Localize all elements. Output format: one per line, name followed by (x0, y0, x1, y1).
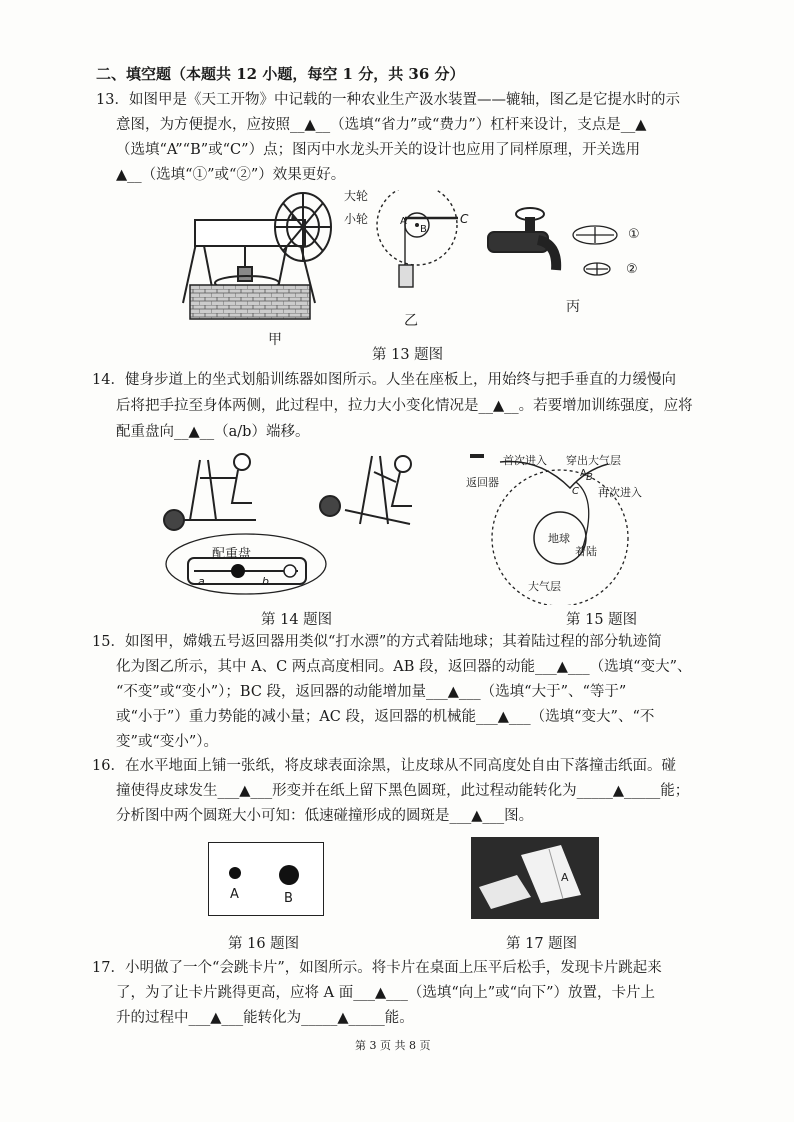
exit-label: 穿出大气层 (566, 454, 621, 467)
q17-line1: 17．小明做了一个“会跳卡片”，如图所示。将卡片在桌面上压平后松手，发现卡片跳起来 (92, 960, 662, 976)
q16-line3: 分析图中两个圆斑大小可知：低速碰撞形成的圆斑是___▲___图。 (116, 808, 534, 824)
earth-label: 地球 (548, 532, 570, 545)
end-b-label: b (262, 575, 269, 588)
q15-line1: 15．如图甲，嫦娥五号返回器用类似“打水漂”的方式着陆地球；其着陆过程的部分轨迹简 (92, 634, 662, 650)
lever-diagram (372, 190, 467, 305)
q13-line3: （选填“A”“B”或“C”）点；图丙中水龙头开关的设计也应用了同样原理，开关选用 (116, 142, 641, 158)
q15-line4: 或“小于”）重力势能的减小量；AC 段，返回器的机械能___▲___（选填“变大”、“不 (116, 709, 655, 725)
q16-line1: 16．在水平地面上铺一张纸，将皮球表面涂黑，让皮球从不同高度处自由下落撞击纸面。碰 (92, 758, 676, 774)
fig-label-bing: 丙 (566, 299, 580, 315)
spot-b-label: B (284, 891, 293, 906)
section-title: 二、填空题（本题共 12 小题，每空 1 分，共 36 分） (96, 65, 465, 83)
card-photo (471, 837, 599, 919)
counterweight-label: 配重盘 (212, 547, 252, 562)
point-b: B (420, 224, 427, 235)
first-entry-label: 首次进入 (503, 454, 547, 467)
option-1: ① (628, 227, 640, 242)
q16-line2: 撞使得皮球发生___▲___形变并在纸上留下黑色圆斑，此过程动能转化为_____▲_____能； (116, 783, 690, 799)
option-2: ② (626, 262, 638, 277)
spot-a (229, 867, 241, 879)
orbit-point-c: C (572, 486, 579, 497)
label-small-wheel: 小轮 (344, 212, 369, 226)
fig14-caption: 第 14 题图 (261, 612, 333, 628)
point-c: C (460, 212, 469, 226)
q17-line2: 了，为了让卡片跳得更高，应将 A 面___▲___（选填“向上”或“向下”）放置，卡片上 (116, 985, 655, 1001)
point-a: A (400, 216, 407, 227)
page-footer: 第 3 页 共 8 页 (355, 1039, 431, 1052)
jumping-card-image (471, 837, 599, 919)
orbit-point-a: A (580, 468, 587, 479)
q14-line1: 14．健身步道上的坐式划船训练器如图所示。人坐在座板上，用始终与把手垂直的力缓慢向 (92, 372, 676, 388)
fig16-caption: 第 16 题图 (228, 936, 300, 952)
q15-line3: “不变”或“变小”）；BC 段，返回器的动能增加量___▲___（选填“大于”、“等于” (116, 684, 627, 700)
windlass-figure (175, 185, 360, 325)
q13-line2: 意图，为方便提水，应按照__▲__（选填“省力”或“费力”）杠杆来设计，支点是__▲ (116, 117, 647, 133)
spot-a-label: A (230, 887, 239, 902)
atmosphere-label: 大气层 (528, 580, 561, 593)
spot-figure (208, 842, 324, 916)
landing-label: 着陆 (575, 545, 597, 558)
label-big-wheel: 大轮 (344, 189, 369, 203)
q14-line3: 配重盘向__▲__（a/b）端移。 (116, 424, 310, 440)
q15-line5: 变”或“变小”）。 (116, 734, 218, 750)
q13-line1: 13．如图甲是《天工开物》中记载的一种农业生产汲水装置——辘轴，图乙是它提水时的示 (96, 92, 680, 108)
fig17-caption: 第 17 题图 (506, 936, 578, 952)
q17-line3: 升的过程中___▲___能转化为_____▲_____能。 (116, 1010, 414, 1026)
capsule-label: 返回器 (466, 476, 499, 489)
q14-line2: 后将把手拉至身体两侧，此过程中，拉力大小变化情况是__▲__。若要增加训练强度，应将 (116, 398, 693, 414)
q15-line2: 化为图乙所示，其中 A、C 两点高度相同。AB 段，返回器的动能___▲___（选填“变大”、 (116, 659, 692, 675)
q13-line4: ▲__（选填“①”或“②”）效果更好。 (116, 167, 346, 183)
fig15-caption: 第 15 题图 (566, 612, 638, 628)
orbit-point-b: B (586, 472, 593, 483)
card-a-label: A (561, 871, 569, 884)
fig-label-jia: 甲 (268, 332, 282, 348)
fig-label-yi: 乙 (404, 313, 418, 329)
reentry-label: 再次进入 (598, 486, 642, 499)
fig13-caption: 第 13 题图 (372, 347, 444, 363)
spot-b (279, 865, 299, 885)
end-a-label: a (198, 575, 205, 588)
